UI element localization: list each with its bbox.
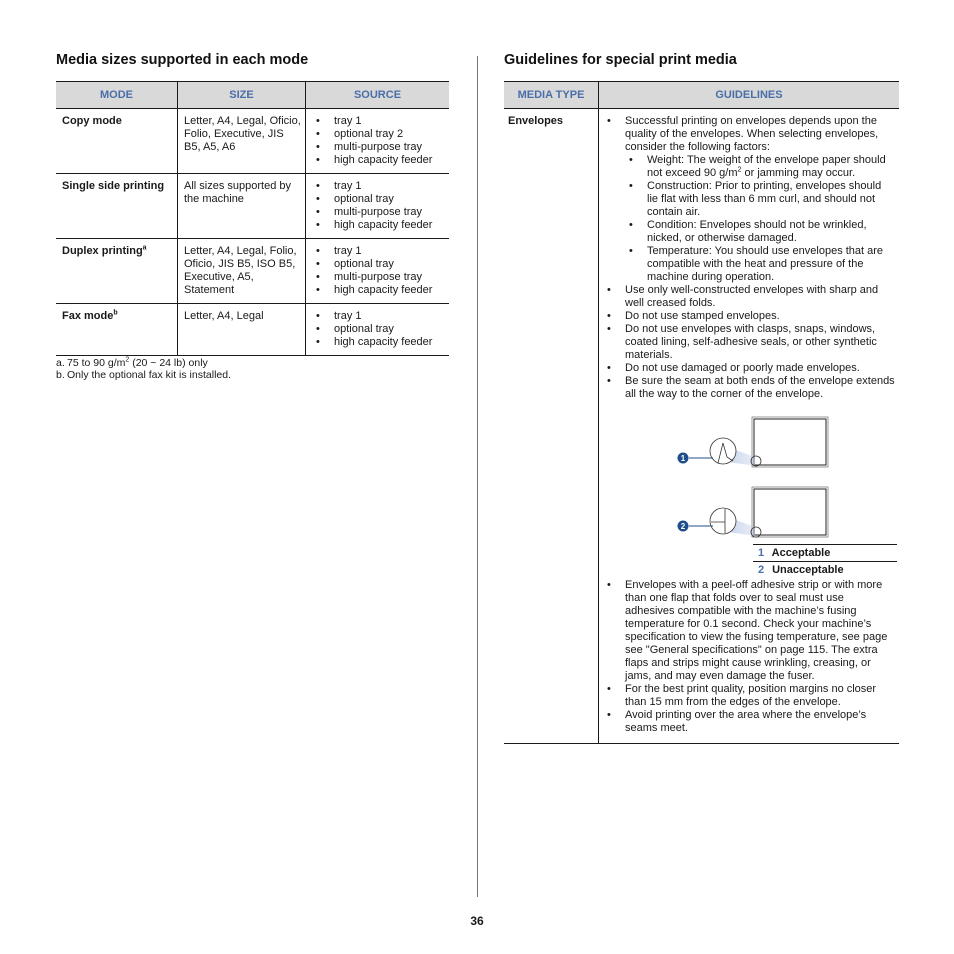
list-item: • optional tray bbox=[312, 258, 445, 271]
svg-text:2: 2 bbox=[680, 522, 686, 531]
sub-item: • Temperature: You should use envelopes that are compatible with the heat and pressure of the machine during operation. bbox=[625, 245, 895, 284]
list-item: • multi-purpose tray bbox=[312, 141, 445, 154]
list-item: • tray 1 bbox=[312, 115, 445, 128]
list-item: • Successful printing on envelopes depends upon the quality of the envelopes. When selecting envelopes, consider the following factors: • Weight: The weight of the envelope paper should not exceed 90 $g/m^2$ or jamming may occur. • Construction: Prior to printing, envelopes should lie flat with less than 6 mm curl, and should not contain air. • Condition: Envelopes should not be wrinkled, nicked, or otherwise damaged. • Temperature: You should use envelopes that are compatible with the heat and pressure of the machine during operation. bbox=[603, 115, 895, 284]
legend-item: 1 Acceptable bbox=[753, 544, 897, 561]
figure-legend bbox=[753, 544, 897, 578]
col-media-type: MEDIA TYPE bbox=[504, 82, 599, 109]
list-item: • high capacity feeder bbox=[312, 284, 445, 297]
footnote-b: b. Only the optional fax kit is installed. bbox=[56, 369, 232, 381]
table-row bbox=[56, 304, 449, 356]
list-item: • high capacity feeder bbox=[312, 336, 445, 349]
list-item: • multi-purpose tray bbox=[312, 271, 445, 284]
table-row bbox=[56, 174, 449, 239]
svg-text:1: 1 bbox=[680, 454, 686, 463]
list-item: • Do not use damaged or poorly made envelopes. bbox=[603, 362, 895, 375]
sub-item: • Weight: The weight of the envelope paper should not exceed 90 $g/m^2$ or jamming may occur. bbox=[625, 154, 895, 180]
size-cell: Letter, A4, Legal, Folio, Oficio, JIS B5, ISO B5, Executive, A5, Statement bbox=[178, 239, 306, 304]
guidelines-table bbox=[504, 81, 899, 744]
left-heading: Media sizes supported in each mode bbox=[56, 52, 309, 68]
col-source: SOURCE bbox=[306, 82, 450, 109]
col-mode: MODE bbox=[56, 82, 178, 109]
list-item: • optional tray 2 bbox=[312, 128, 445, 141]
list-item: • Envelopes with a peel-off adhesive strip or with more than one flap that folds over to seal must use adhesives compatible with the machine’s fusing temperature for 0.1 second. Check your machine’s specification to view the fusing temperature, see page see "General specifications" on page 115. The extra flaps and strips might cause wrinkling, creasing, or jams, and may even damage the fuser. bbox=[603, 579, 895, 683]
list-item: • Be sure the seam at both ends of the envelope extends all the way to the corner of the envelope. bbox=[603, 375, 895, 401]
source-cell bbox=[306, 174, 450, 239]
table-row bbox=[56, 239, 449, 304]
mode-cell: Duplex printing$^a$ bbox=[56, 239, 178, 304]
media-type-cell: Envelopes bbox=[504, 109, 599, 744]
list-item: • Do not use stamped envelopes. bbox=[603, 310, 895, 323]
footnotes bbox=[56, 357, 231, 381]
table-header-row bbox=[504, 82, 899, 109]
mode-cell: Single side printing bbox=[56, 174, 178, 239]
list-item: • high capacity feeder bbox=[312, 219, 445, 232]
source-cell bbox=[306, 304, 450, 356]
media-sizes-table bbox=[56, 81, 449, 356]
col-size: SIZE bbox=[178, 82, 306, 109]
list-item: • tray 1 bbox=[312, 180, 445, 193]
list-item: • Avoid printing over the area where the envelope’s seams meet. bbox=[603, 709, 895, 735]
list-item: • multi-purpose tray bbox=[312, 206, 445, 219]
column-divider bbox=[477, 56, 478, 897]
list-item: • high capacity feeder bbox=[312, 154, 445, 167]
list-item: • tray 1 bbox=[312, 310, 445, 323]
envelope-figure bbox=[603, 409, 895, 579]
envelope-illustration bbox=[603, 409, 903, 544]
list-item: • optional tray bbox=[312, 323, 445, 336]
source-cell bbox=[306, 109, 450, 174]
legend-item: 2 Unacceptable bbox=[753, 561, 897, 578]
mode-cell: Fax mode$^b$ bbox=[56, 304, 178, 356]
mode-cell: Copy mode bbox=[56, 109, 178, 174]
right-heading: Guidelines for special print media bbox=[504, 52, 737, 68]
list-item: • optional tray bbox=[312, 193, 445, 206]
size-cell: All sizes supported by the machine bbox=[178, 174, 306, 239]
col-guidelines: GUIDELINES bbox=[599, 82, 900, 109]
guidelines-cell bbox=[599, 109, 900, 744]
size-cell: Letter, A4, Legal, Oficio, Folio, Executive, JIS B5, A5, A6 bbox=[178, 109, 306, 174]
size-cell: Letter, A4, Legal bbox=[178, 304, 306, 356]
page-number: 36 bbox=[470, 914, 484, 928]
list-item: • Do not use envelopes with clasps, snaps, windows, coated lining, self-adhesive seals, or other synthetic materials. bbox=[603, 323, 895, 362]
list-item: • Use only well-constructed envelopes with sharp and well creased folds. bbox=[603, 284, 895, 310]
sub-item: • Construction: Prior to printing, envelopes should lie flat with less than 6 mm curl, and should not contain air. bbox=[625, 180, 895, 219]
table-row bbox=[504, 109, 899, 744]
sub-item: • Condition: Envelopes should not be wrinkled, nicked, or otherwise damaged. bbox=[625, 219, 895, 245]
table-header-row bbox=[56, 82, 449, 109]
source-cell bbox=[306, 239, 450, 304]
table-row bbox=[56, 109, 449, 174]
list-item: • For the best print quality, position margins no closer than 15 mm from the edges of the envelope. bbox=[603, 683, 895, 709]
footnote-a: a. 75 to 90 $g/m^2$ (20 ~ 24 lb) only bbox=[56, 356, 208, 369]
list-item: • tray 1 bbox=[312, 245, 445, 258]
